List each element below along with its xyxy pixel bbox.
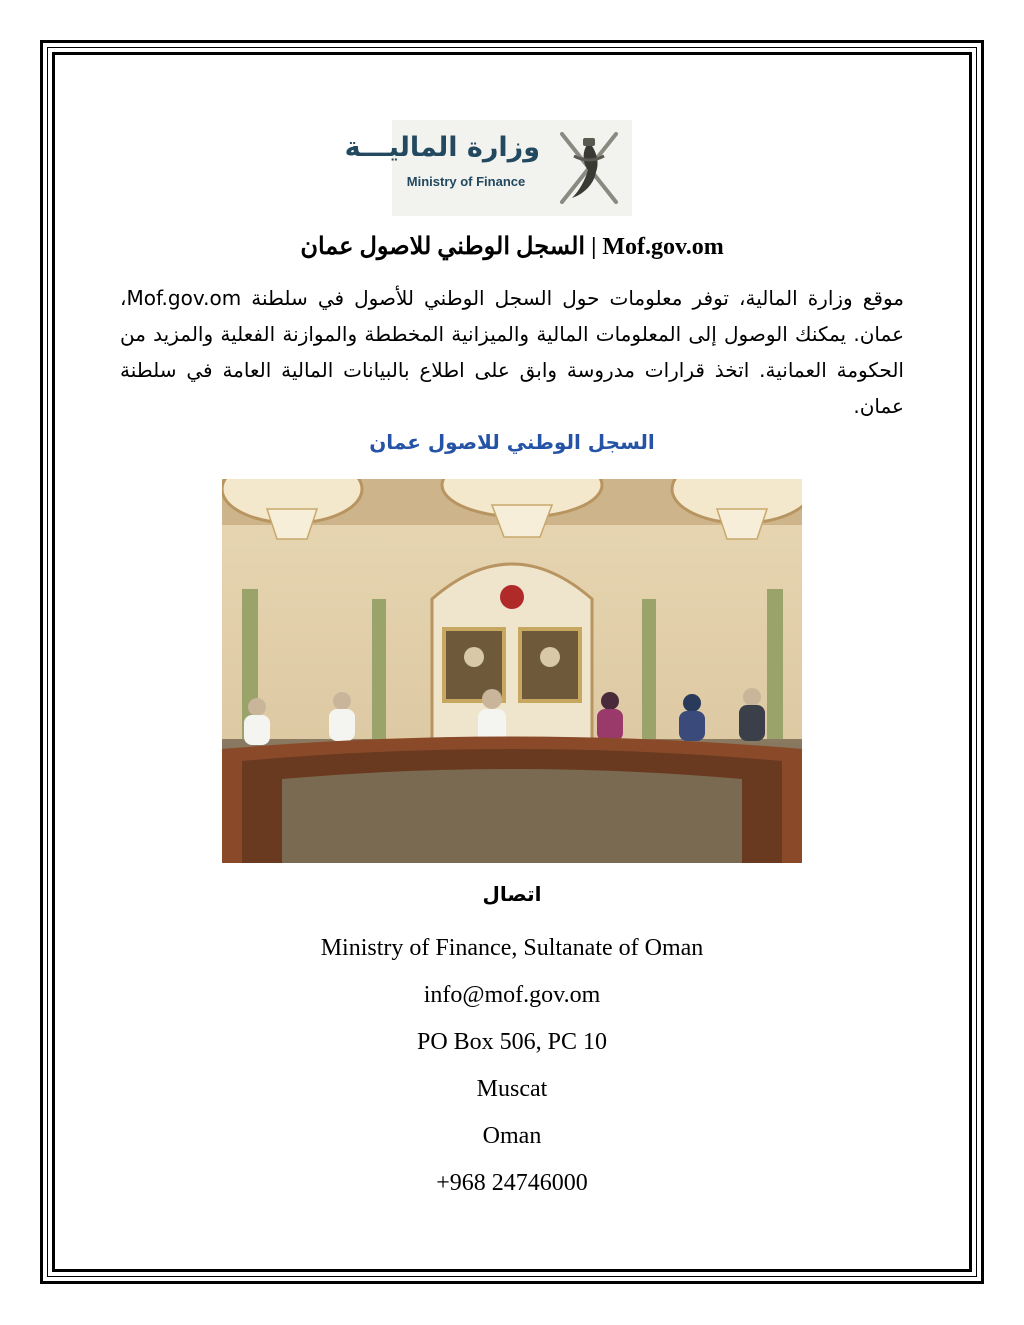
logo-english-name: Ministry of Finance <box>406 174 526 189</box>
oman-khanjar-emblem-icon <box>552 128 626 208</box>
contact-email[interactable]: info@mof.gov.om <box>423 982 601 1008</box>
ministry-logo <box>344 120 632 216</box>
contact-phone[interactable]: +968 24746000 <box>436 1170 588 1196</box>
asset-registry-link[interactable]: السجل الوطني للاصول عمان <box>369 430 655 454</box>
contact-po-box: PO Box 506, PC 10 <box>416 1029 608 1055</box>
contact-country: Oman <box>482 1123 542 1149</box>
page-title: Mof.gov.om | السجل الوطني للاصول عمان <box>300 234 724 260</box>
contact-heading: اتصال <box>482 882 542 906</box>
contact-organization: Ministry of Finance, Sultanate of Oman <box>320 935 704 961</box>
description-paragraph: موقع وزارة المالية، توفر معلومات حول السجل الوطني للأصول في سلطنة Mof.gov.om، عمان. يمكنك الوصول إلى المعلومات المالية والميزانية المخططة والموازنة الفعلية والمزيد من الحكومة العمانية. اتخذ قرارات مدروسة وابق على اطلاع بالبيانات المالية العامة في سلطنة عمان. <box>120 286 904 418</box>
contact-city: Muscat <box>476 1076 548 1102</box>
logo-arabic-name: وزارة الماليـــة <box>344 132 540 163</box>
contact-details <box>120 928 904 1210</box>
meeting-room-photo <box>222 479 802 863</box>
